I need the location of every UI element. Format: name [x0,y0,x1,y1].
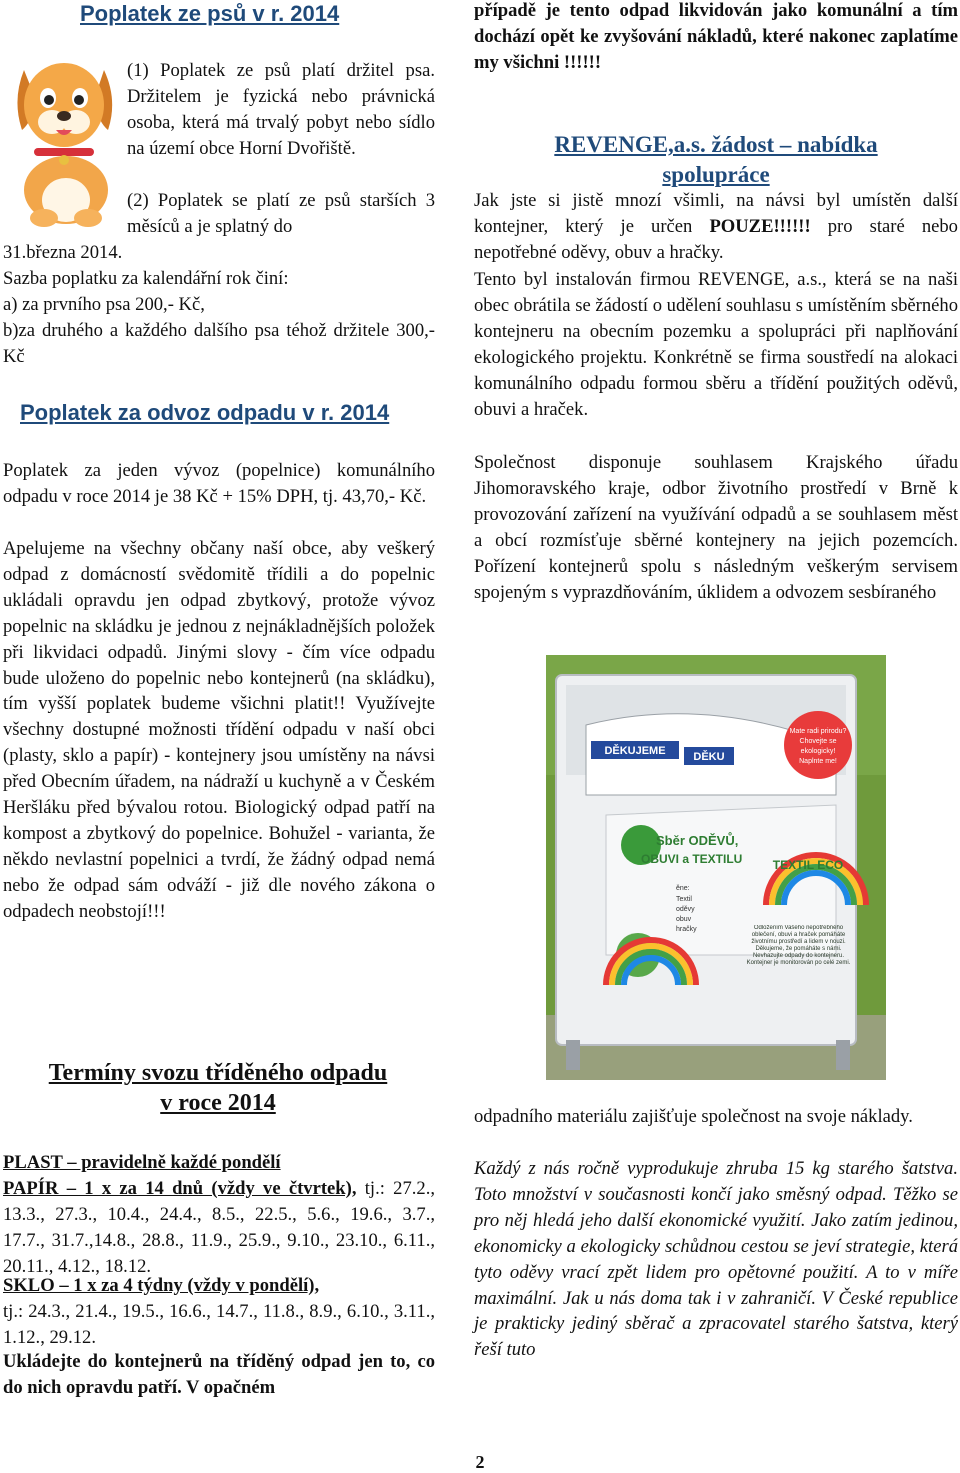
dog-fee-rate-a: a) za prvního psa 200,- Kč, [3,294,205,315]
sticker-line1: Mate radi prirodu? [789,728,847,735]
revenge-p5: Každý z nás ročně vyprodukuje zhruba 15 kg starého šatstva. Toto množství v současnosti končí jako směsný odpad. Těžko se pro něj hledá jeho další ekonomické využití. Jako zatím jedinou, ekonomicky a ekologicky schůdnou cestou se jeví strategie, která tyto oděvy vrací zpět lidem pro opětovné použití. A to v míře maximální. Jak u nás doma tak i v zahraničí. V České republice je prakticky jediný sběrač a zpracovatel starého šatstva, který řeší tuto [474,1158,958,1361]
revenge-title-line2: spolupráce [662,162,770,187]
revenge-p2: Tento byl instalován firmou REVENGE, a.s., která se na naši obec obrátila se žádostí o udělení souhlasu s umístěním sběrného kontejneru na obecním pozemku a spolupráci při naplňování ekologického projektu. Konkrétně se firma soustředí na alokaci komunálního odpadu formou sběru a třídění použitých oděvů, obuvi a hraček. [474,269,958,420]
schedule-papir-head: PAPÍR – 1 x za 14 dnů (vždy ve čtvrtek), [3,1178,357,1199]
panel-line1: Sběr ODĚVŮ, [656,833,739,848]
sticker-line2: Chovejte se [799,738,837,745]
revenge-p4: odpadního materiálu zajišťuje společnost na svoje náklady. [474,1106,913,1127]
revenge-p1-bold: POUZE!!!!!! [709,215,811,237]
schedule-sklo-head: SKLO – 1 x za 4 týdny (vždy v pondělí), [3,1275,320,1296]
schedule-papir [3,1176,435,1280]
schedule-title [0,1058,436,1118]
schedule-title-line2: v roce 2014 [160,1090,276,1116]
continuation-text: případě je tento odpad likvidován jako komunální a tím dochází opět ke zvyšování nákladů, které nakonec zaplatíme my všichni !!!!!! [474,0,958,73]
revenge-title-line1: REVENGE,a.s. žádost – nabídka [554,132,878,157]
dog-fee-rate-b: b)za druhého a každého dalšího psa téhož držitele 300,- Kč [3,320,435,367]
panel-line2: OBUVI a TEXTILU [641,852,743,866]
list-item-1: Textil [676,896,692,903]
revenge-p1-start: Jak jste si jistě mnozí všimli, na návsi byl umístěn další kontejner, který je určen [474,190,958,237]
schedule-plast: PLAST – pravidelně každé pondělí [3,1152,281,1173]
dog-fee-rate-intro: Sazba poplatku za kalendářní rok činí: [3,268,289,289]
dog-fee-para1: (1) Poplatek ze psů platí držitel psa. Držitelem je fyzická nebo právnická osoba, která má trvalý pobyt nebo sídlo na území obce Horní Dvořiště. [127,60,435,159]
sticker-line3: ekologicky! [800,748,836,755]
schedule-title-line1: Termíny svozu tříděného odpadu [48,1060,388,1086]
door-text-1: DĚKUJEME [604,745,666,757]
dog-fee-para2: (2) Poplatek se platí ze psů starších 3 měsíců a je splatný do [127,190,435,237]
revenge-p3: Společnost disponuje souhlasem Krajského úřadu Jihomoravského kraje, odbor životního prostředí v Brně k provozování zařízení na využívání odpadů a se souhlasem měst a obcí rozmísťuje sběrné kontejnery na jejich pozemcích. Pořízení kontejnerů spolu s následným veškerým servisem spojeným s vyprazdňováním, úklidem a odvozem sesbíraného [474,452,958,603]
dog-fee-title: Poplatek ze psů v r. 2014 [80,1,340,26]
page-number: 2 [475,1452,485,1472]
schedule-sklo-dates: tj.: 24.3., 21.4., 19.5., 16.6., 14.7., 11.8., 8.9., 6.10., 3.11., 1.12., 29.12. [3,1301,435,1348]
schedule-closing: Ukládejte do kontejnerů na tříděný odpad jen to, co do nich opravdu patří. V opačném [3,1351,435,1398]
list-item-4: hračky [676,926,697,933]
revenge-title [474,130,958,190]
sticker-line4: Naplnte me! [799,758,837,765]
dog-fee-para2-end: 31.března 2014. [3,242,123,263]
puppy-illustration [4,30,124,230]
schedule-papir-dates: tj.: 27.2., 13.3., 27.3., 10.4., 24.4., 8.5., 22.5., 5.6., 19.6., 3.7., 17.7., 31.7.,14.8., 28.8., 11.9., 25.9., 9.10., 23.10., 6.11., 20.11., 4.12., 18.12. [3,1178,435,1277]
revenge-p1 [474,188,958,266]
waste-fee-text: Poplatek za jeden vývoz (popelnice) komunálního odpadu v roce 2014 je 38 Kč + 15% DPH, tj. 43,70,- Kč. [3,460,435,507]
list-head: ĕne: [676,885,690,892]
puppy-icon [17,63,112,227]
container-info-text: Odložením Vašeho nepotřebného oblečení, obuvi a hraček pomáháte životnímu prostředí a lidem v nouzi. Děkujeme, že pomáháte s námi. Nevhazujte odpady do kontejneru. Kontejner je monitorován po celé zemi. [746,925,851,966]
list-item-2: oděvy [676,906,695,913]
waste-appeal-text: Apelujeme na všechny občany naší obce, aby veškerý odpad z domácností svědomitě třídili a do popelnic ukládali opravdu jen odpad zbytkový, protože vývoz popelnic na skládku je jednou z nejnákladnějších položek při likvidaci odpadů. Jinými slovy - čím více odpadu bude uloženo do popelnic nebo kontejnerů (na skládku), tím vyšší poplatek budeme všichni platit!! Využívejte všechny dostupné možnosti třídění odpadu v naší obci (plasty, sklo a papír) - kontejnery jsou umístěny na návsi před Obecním úřadem, na nádraží u kuchyně a v Českém Heršláku před bývalou rotou. Biologický odpad patří na kompost a zbytkový do popelnice. Bohužel - varianta, že někdo nevlastní popelnici a tvrdí, že žádný odpad nemá nebo že odpad sám odváží - již dle nového zákona o odpadech neobstojí!!! [3,538,435,922]
list-item-3: obuv [676,916,692,923]
waste-fee-title: Poplatek za odvoz odpadu v r. 2014 [20,400,390,425]
clothing-container-photo [546,655,886,1080]
door-text-2: DĚKU [693,751,725,763]
revenge-p1-end: pro staré nebo nepotřebné oděvy, obuv a hračky. [474,215,958,263]
brand-text: TEXTIL ECO [772,858,844,872]
